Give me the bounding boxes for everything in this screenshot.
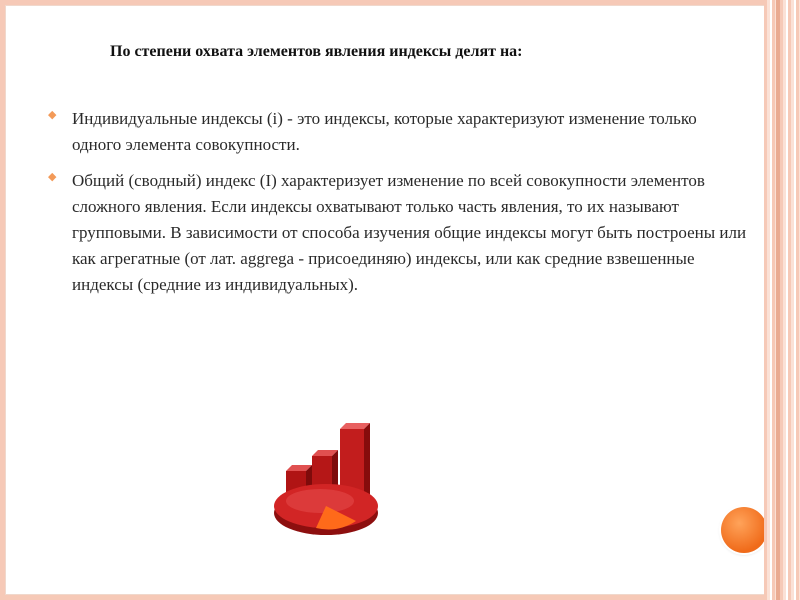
- diamond-bullet-icon: ◆: [48, 109, 57, 121]
- slide: [6, 6, 764, 594]
- bar-pie-chart-icon: [268, 411, 384, 541]
- bullet-item: [48, 106, 748, 158]
- bullet-text: Общий (сводный) индекс (I) характеризует изменение по всей совокупности элементов сложного явления. Если индексы охватывают только часть явления, то их называют групповыми. В зависимости от способа изучения общие индексы могут быть построены или как агрегатные (от лат. aggrega - присоединяю) индексы, или как средние взвешенные индексы (средние из индивидуальных).: [72, 171, 747, 294]
- diamond-bullet-icon: ◆: [48, 171, 57, 183]
- orange-circle-icon: [721, 507, 767, 553]
- pie-disc: [274, 484, 378, 535]
- bullet-list: [48, 106, 748, 308]
- bullet-item: [48, 168, 748, 298]
- slide-title: По степени охвата элементов явления индексы делят на:: [110, 43, 523, 60]
- bullet-text: Индивидуальные индексы (i) - это индексы, которые характеризуют изменение только одного элемента совокупности.: [72, 109, 697, 154]
- decorative-stripes: [764, 0, 800, 600]
